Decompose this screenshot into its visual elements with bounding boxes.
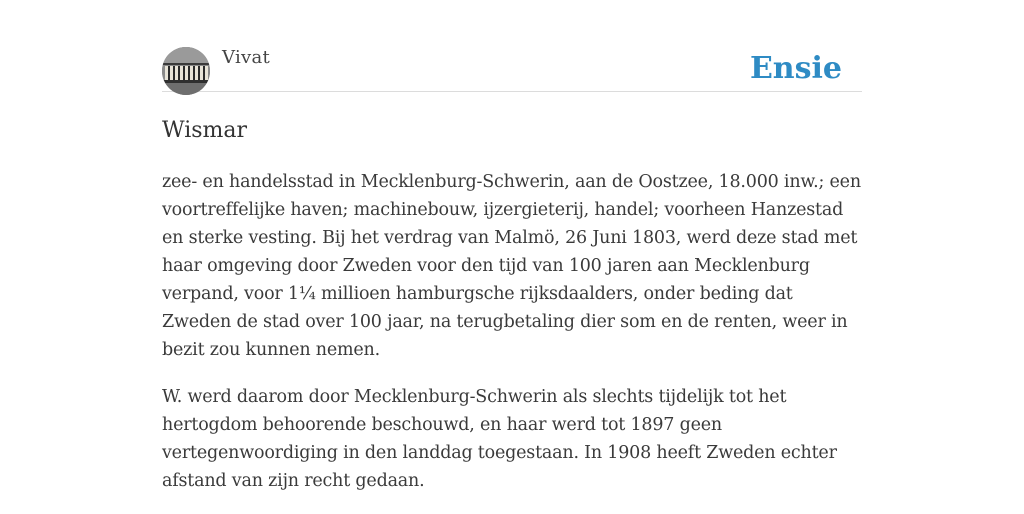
paragraph: W. werd daarom door Mecklenburg-Schwerin als slechts tijdelijk tot het hertogdom behoorende beschouwd, en haar werd tot 1897 geen vertegenwoordiging in den landdag toegestaan. In 1908 heeft Zweden echter afstand van zijn recht gedaan. <box>162 387 837 491</box>
article-header <box>162 0 862 92</box>
article-card <box>162 0 862 491</box>
paragraph: zee- en handelsstad in Mecklenburg-Schwerin, aan de Oostzee, 18.000 inw.; een voortreffelijke haven; machinebouw, ijzergieterij, handel; voorheen Hanzestad en sterke vesting. Bij het verdrag van Malmö, 26 Juni 1803, werd deze stad met haar omgeving door Zweden voor den tijd van 100 jaren aan Mecklenburg verpand, voor 1¼ millioen hamburgsche rijksdaalders, onder beding dat Zweden de stad over 100 jaar, na terugbetaling dier som en de renten, weer in bezit zou kunnen nemen. <box>162 172 861 360</box>
bookshelf-icon <box>162 47 210 95</box>
brand-logo[interactable]: Ensie <box>749 51 842 86</box>
article-title: Wismar <box>162 118 248 143</box>
author-name[interactable]: Vivat <box>222 47 271 68</box>
article-body <box>162 168 862 514</box>
avatar[interactable] <box>162 47 210 95</box>
